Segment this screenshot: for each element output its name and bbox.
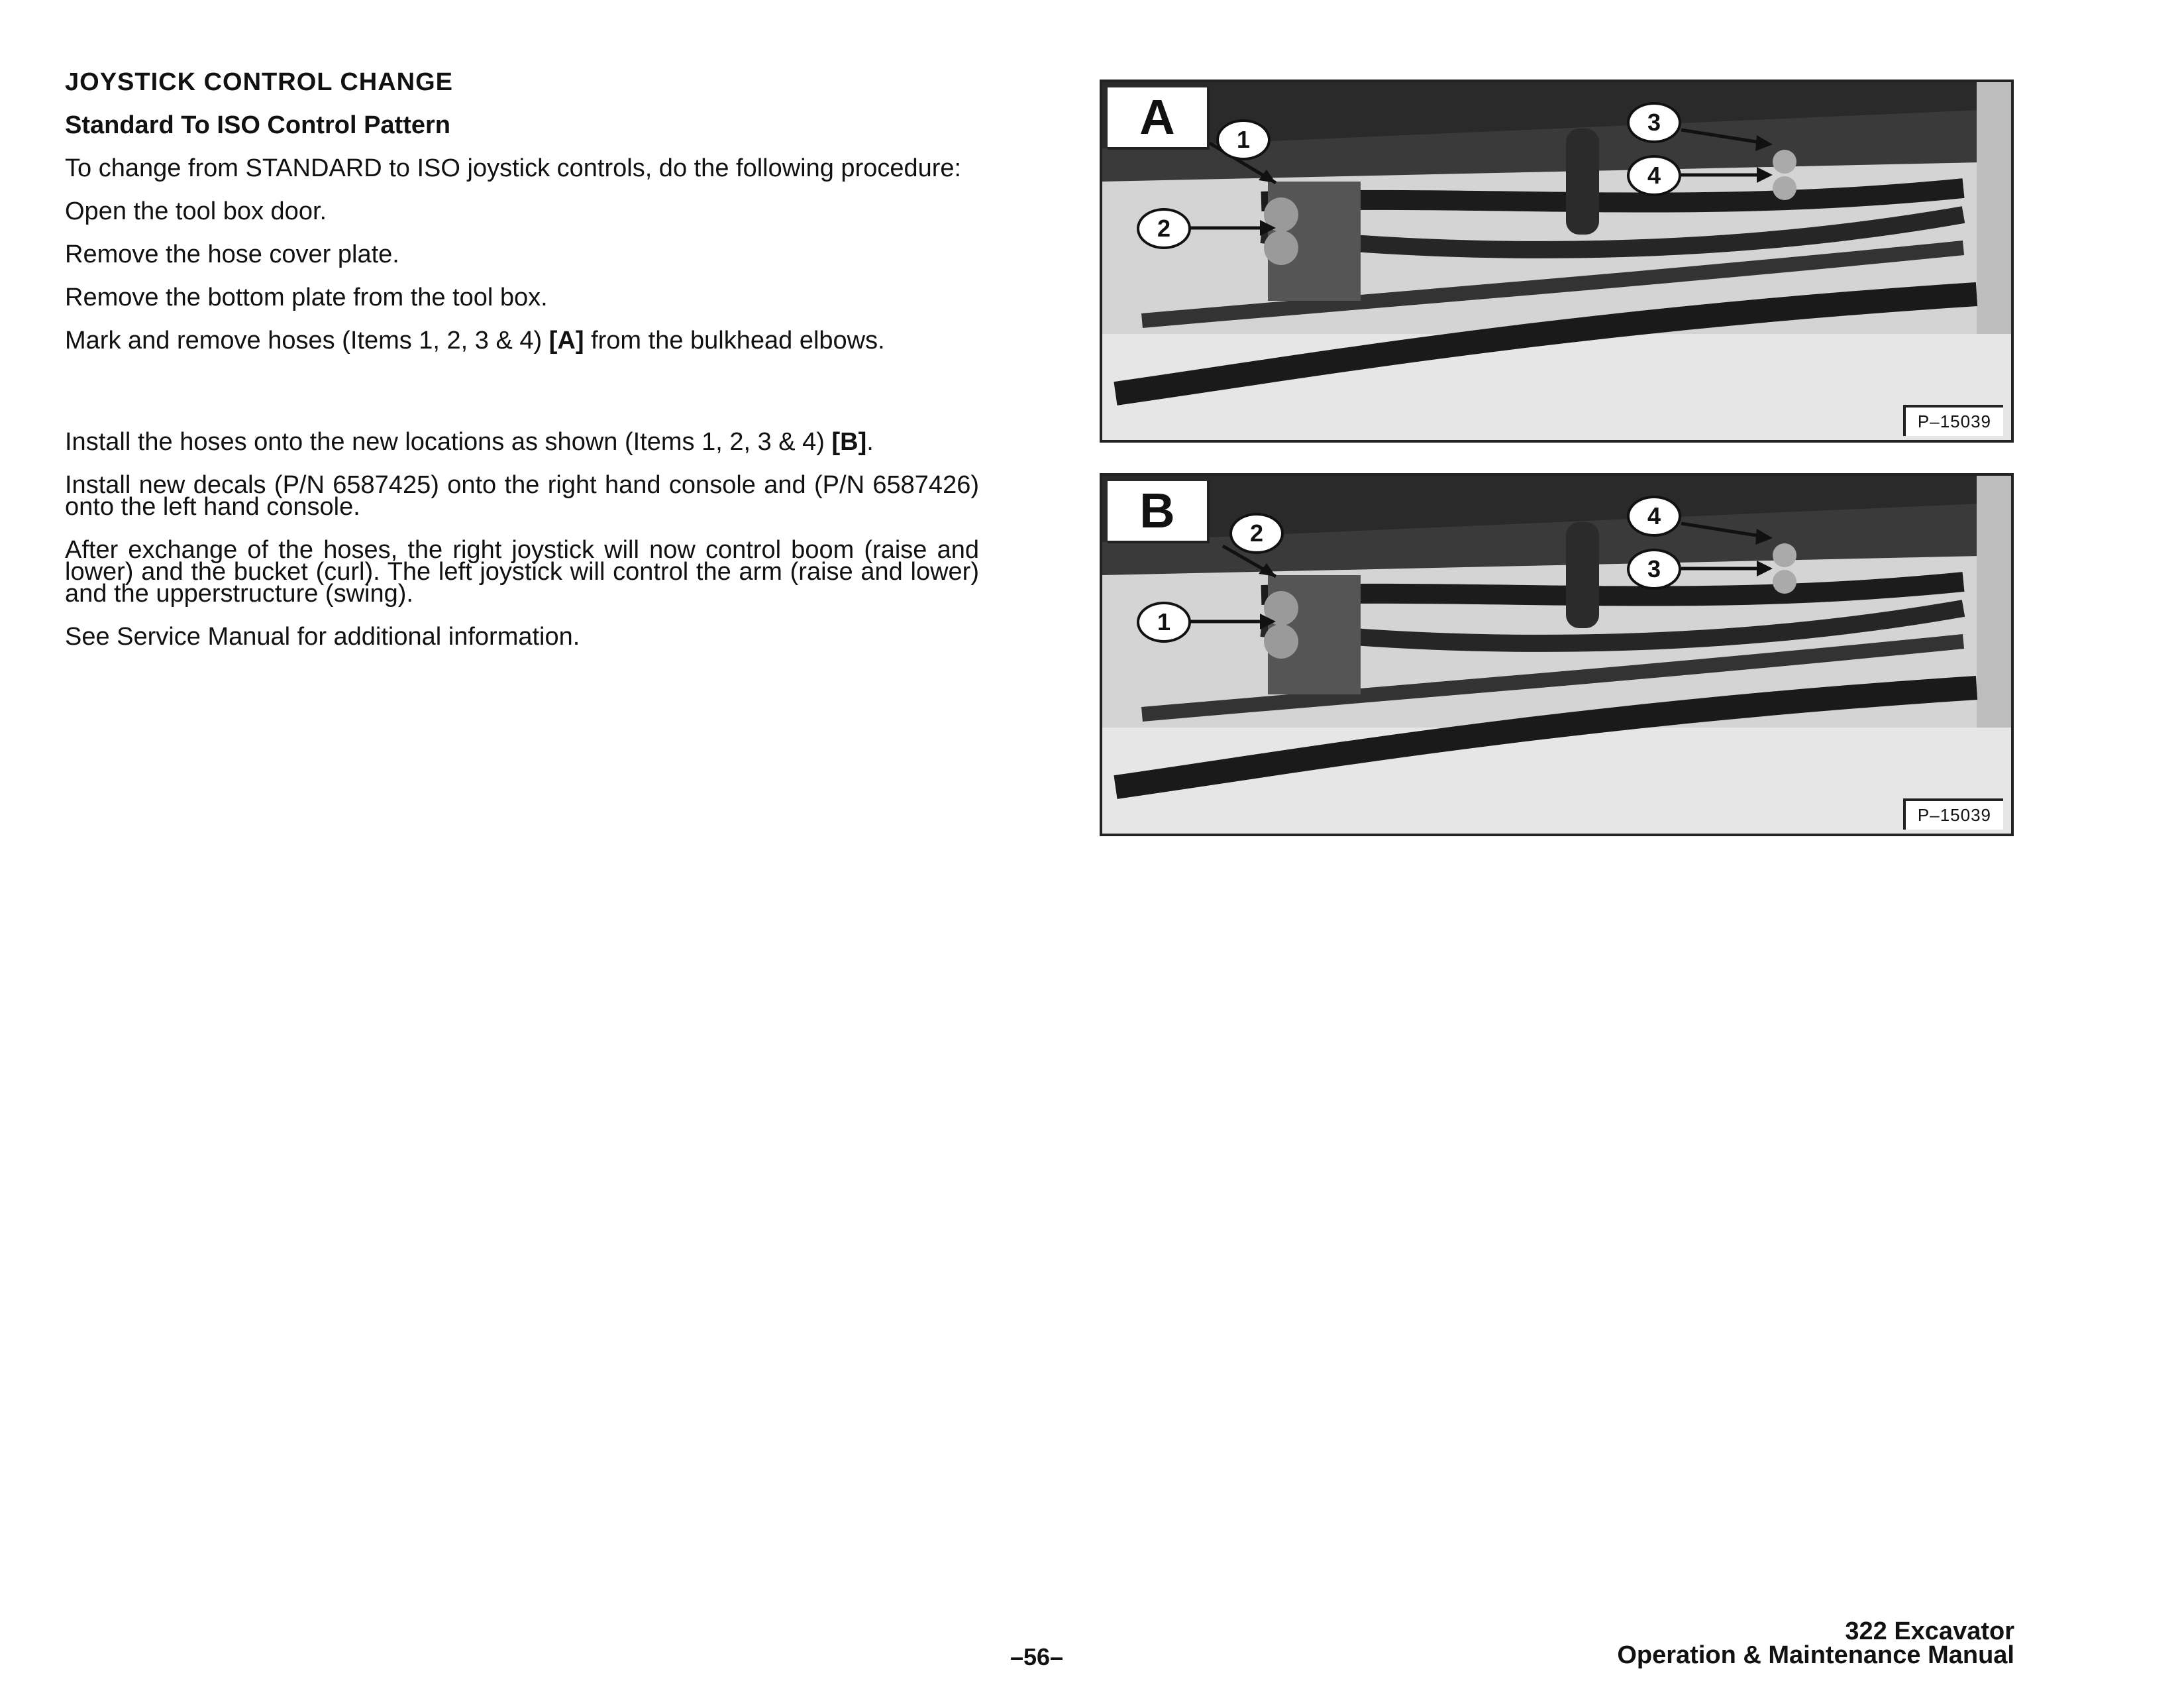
figure-b-code: P–15039 <box>1903 798 2003 830</box>
figure-ref-a: [A] <box>548 327 584 354</box>
footer-title <box>1617 1619 2014 1667</box>
figure-a <box>1100 80 2014 443</box>
step-remove-cover: Remove the hose cover plate. <box>65 241 399 268</box>
step-mark-text: Mark and remove hoses (Items 1, 2, 3 & 4) <box>65 327 543 354</box>
callout-1: 1 <box>1216 119 1271 160</box>
step-intro: To change from STANDARD to ISO joystick controls, do the following procedure: <box>65 154 962 182</box>
callout-2: 2 <box>1229 513 1284 554</box>
step-install-text: Install the hoses onto the new locations as shown (Items 1, 2, 3 & 4) <box>65 428 825 456</box>
footer-title-line1: 322 Excavator <box>1845 1617 2014 1645</box>
callout-3: 3 <box>1627 549 1681 590</box>
figure-ref-b: [B] <box>831 428 867 456</box>
callout-2: 2 <box>1137 208 1191 249</box>
section-subheading: Standard To ISO Control Pattern <box>65 111 450 139</box>
page-number: –56– <box>1010 1643 1064 1670</box>
page-heading: JOYSTICK CONTROL CHANGE <box>65 68 454 96</box>
callout-4: 4 <box>1627 496 1681 537</box>
figure-a-code: P–15039 <box>1903 405 2003 436</box>
text-column <box>65 68 979 669</box>
step-install-decals: Install new decals (P/N 6587425) onto the right hand console and (P/N 6587426) onto the left hand console. <box>65 471 979 521</box>
step-remove-bottom: Remove the bottom plate from the tool box. <box>65 284 548 311</box>
callout-1: 1 <box>1137 602 1191 643</box>
figure-b <box>1100 473 2014 836</box>
step-mark-hoses <box>65 327 979 354</box>
step-after-exchange: After exchange of the hoses, the right joystick will now control boom (raise and lower) and the bucket (curl). The left joystick will control the arm (raise and lower) and the upperstructure (swing). <box>65 536 979 608</box>
step-install-hoses <box>65 428 979 456</box>
figure-b-letter: B <box>1108 481 1210 543</box>
step-install-after: . <box>866 428 874 456</box>
callout-3: 3 <box>1627 102 1681 143</box>
callout-4: 4 <box>1627 155 1681 196</box>
step-mark-after: from the bulkhead elbows. <box>591 327 885 354</box>
figure-a-letter: A <box>1108 87 1210 150</box>
step-open-door: Open the tool box door. <box>65 197 327 225</box>
footer-title-line2: Operation & Maintenance Manual <box>1617 1641 2014 1669</box>
step-service-manual: See Service Manual for additional information. <box>65 623 580 651</box>
